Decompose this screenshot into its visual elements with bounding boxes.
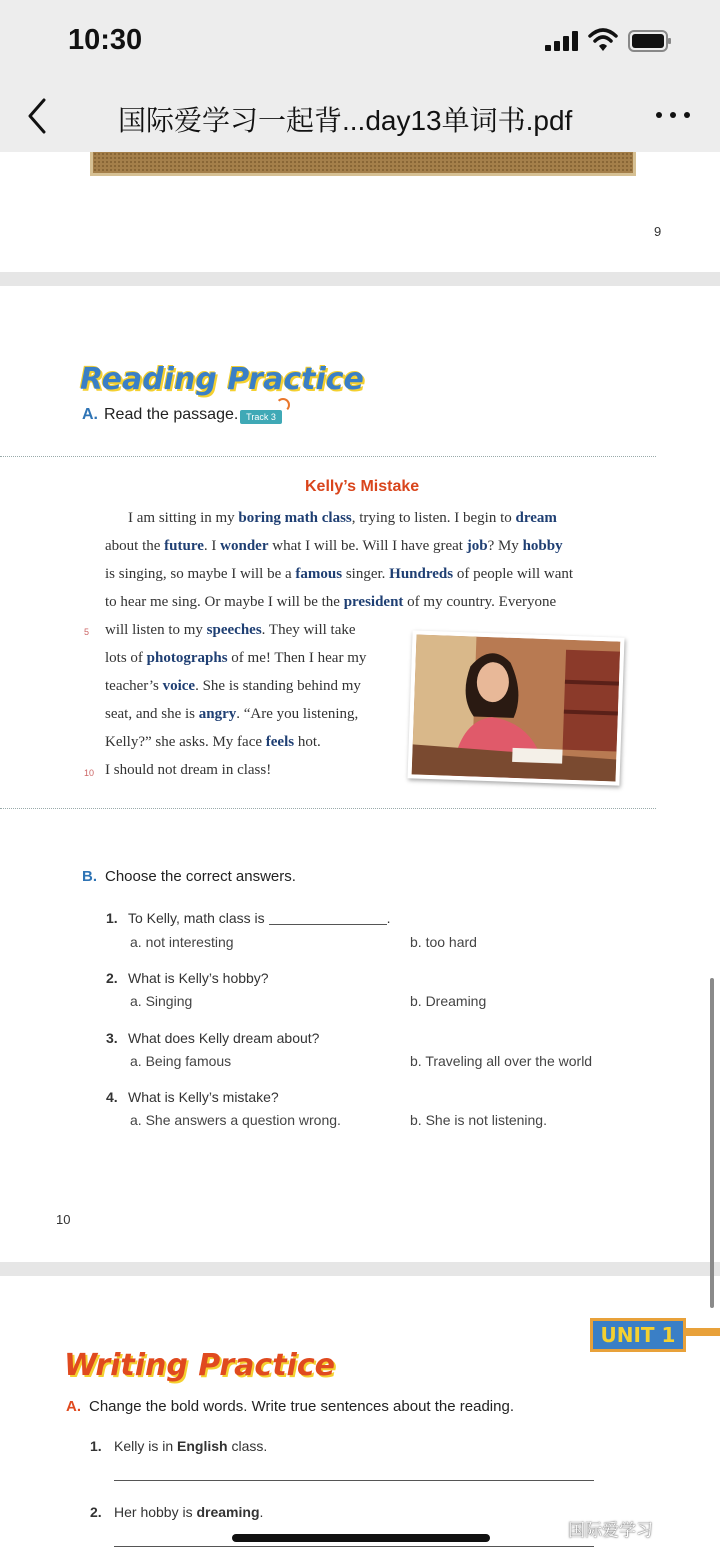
vocab-word: famous [295, 566, 343, 582]
home-indicator[interactable] [232, 1534, 490, 1542]
passage-line [105, 762, 271, 779]
section-text: Change the bold words. Write true sentences about the reading. [89, 1398, 514, 1415]
wifi-icon [588, 27, 618, 53]
status-time: 10:30 [68, 24, 143, 56]
option-b: b. Traveling all over the world [410, 1053, 593, 1069]
passage-text: ? My [487, 538, 523, 554]
vocab-word: future [164, 538, 204, 554]
section-text: Read the passage. [104, 406, 239, 423]
option-a: a. not interesting [130, 934, 234, 950]
question [106, 1030, 319, 1046]
passage-line [105, 650, 366, 667]
vocab-word: wonder [220, 538, 269, 554]
section-letter: A. [66, 1398, 81, 1415]
watermark: 国际爱学习 [568, 1521, 653, 1540]
vocab-word: president [343, 594, 404, 610]
question-text: What is Kelly’s mistake? [128, 1089, 279, 1105]
vocab-word: dream [515, 510, 557, 526]
passage-text: . She is standing behind my [195, 678, 361, 694]
document-title: 国际爱学习一起背...day13单词书.pdf [118, 105, 573, 136]
item-text: Kelly is in [114, 1438, 178, 1454]
passage-text: I should not dream in class! [105, 762, 272, 778]
passage-text: lots of [105, 650, 147, 666]
item-text: Her hobby is [114, 1504, 197, 1520]
question-number: 1. [106, 910, 118, 926]
section-text: Choose the correct answers. [105, 868, 296, 885]
option-b: b. She is not listening. [410, 1112, 547, 1128]
passage-title: Kelly’s Mistake [305, 478, 420, 495]
option-b: b. Dreaming [410, 993, 487, 1009]
question [106, 910, 391, 926]
top-bar [0, 0, 720, 152]
audio-track-icon: Track 3 [240, 410, 282, 424]
vocab-word: voice [162, 678, 196, 694]
passage-text: . They will take [261, 622, 356, 638]
passage-text: about the [105, 538, 165, 554]
passage-text: to hear me sing. Or maybe I will be the [105, 594, 344, 610]
question-number: 4. [106, 1089, 118, 1105]
section-a-heading [82, 406, 238, 424]
student-photo [407, 630, 624, 785]
section-letter: B. [82, 868, 97, 885]
unit-badge-bar [686, 1328, 720, 1336]
reading-practice-title: Reading Practice [80, 362, 364, 397]
passage-line [105, 566, 573, 583]
question-text: What does Kelly dream about? [128, 1030, 320, 1046]
passage-line [105, 538, 563, 555]
scroll-indicator[interactable] [710, 978, 714, 1308]
option-a: a. Singing [130, 993, 193, 1009]
question-text: What is Kelly’s hobby? [128, 970, 269, 986]
passage-text: is singing, so maybe I will be a [105, 566, 296, 582]
vocab-word: angry [198, 706, 237, 722]
option-a: a. Being famous [130, 1053, 232, 1069]
question-text: To Kelly, math class is [128, 910, 265, 926]
more-icon[interactable] [656, 112, 690, 122]
back-chevron-icon[interactable] [22, 96, 54, 136]
writing-item [90, 1504, 263, 1520]
passage-text: of people will want [453, 566, 574, 582]
passage-line [105, 678, 361, 695]
passage-text: . I [203, 538, 221, 554]
line-number: 10 [84, 768, 95, 778]
section-b-heading [82, 868, 296, 885]
writing-practice-title: Writing Practice [64, 1348, 335, 1383]
passage-text: will listen to my [105, 622, 207, 638]
question [106, 1089, 279, 1105]
line-number: 5 [84, 627, 90, 637]
page-number: 10 [56, 1212, 71, 1227]
passage-text: singer. [342, 566, 390, 582]
battery-icon [628, 30, 672, 52]
answer-blank [269, 924, 387, 925]
question [106, 970, 269, 986]
option-b: b. too hard [410, 934, 477, 950]
passage-line [128, 510, 557, 527]
section-a-heading [66, 1398, 514, 1415]
passage-text: hot. [294, 734, 321, 750]
passage-text: of me! Then I hear my [227, 650, 367, 666]
answer-line[interactable] [114, 1480, 594, 1481]
item-number: 2. [90, 1504, 102, 1520]
vocab-word: job [466, 538, 488, 554]
item-number: 1. [90, 1438, 102, 1454]
item-bold-word: dreaming [196, 1504, 260, 1520]
passage-text: seat, and she is [105, 706, 199, 722]
writing-item [90, 1438, 267, 1454]
item-bold-word: English [177, 1438, 228, 1454]
passage-text: , trying to listen. I begin to [351, 510, 516, 526]
passage-text: Kelly?” she asks. My face [105, 734, 266, 750]
vocab-word: Hundreds [389, 566, 454, 582]
item-text-end: . [259, 1504, 264, 1520]
vocab-word: feels [265, 734, 295, 750]
corkboard-image [90, 152, 636, 176]
vocab-word: hobby [522, 538, 563, 554]
option-a: a. She answers a question wrong. [130, 1112, 341, 1128]
vocab-word: speeches [206, 622, 262, 638]
sound-waves-icon [276, 398, 290, 412]
passage-text: . “Are you listening, [236, 706, 359, 722]
passage-line [105, 594, 556, 611]
item-text-end: class. [227, 1438, 268, 1454]
passage-text: I am sitting in my [128, 510, 239, 526]
pdf-page-9 [0, 152, 720, 272]
passage-text: teacher’s [105, 678, 163, 694]
pdf-page-10 [0, 286, 720, 1262]
passage-line [105, 622, 356, 639]
passage-line [105, 706, 358, 723]
passage-text: of my country. Everyone [403, 594, 557, 610]
vocab-word: photographs [146, 650, 228, 666]
answer-line[interactable] [114, 1546, 594, 1547]
question-number: 2. [106, 970, 118, 986]
unit-badge: UNIT 1 [590, 1318, 686, 1352]
page-number: 9 [654, 224, 662, 239]
passage-line [105, 734, 321, 751]
section-letter: A. [82, 406, 98, 423]
divider [0, 456, 656, 457]
divider [0, 808, 656, 809]
question-number: 3. [106, 1030, 118, 1046]
signal-icon [545, 31, 579, 51]
vocab-word: boring math class [238, 510, 352, 526]
question-end: . [386, 910, 391, 926]
passage-text: what I will be. Will I have great [268, 538, 467, 554]
